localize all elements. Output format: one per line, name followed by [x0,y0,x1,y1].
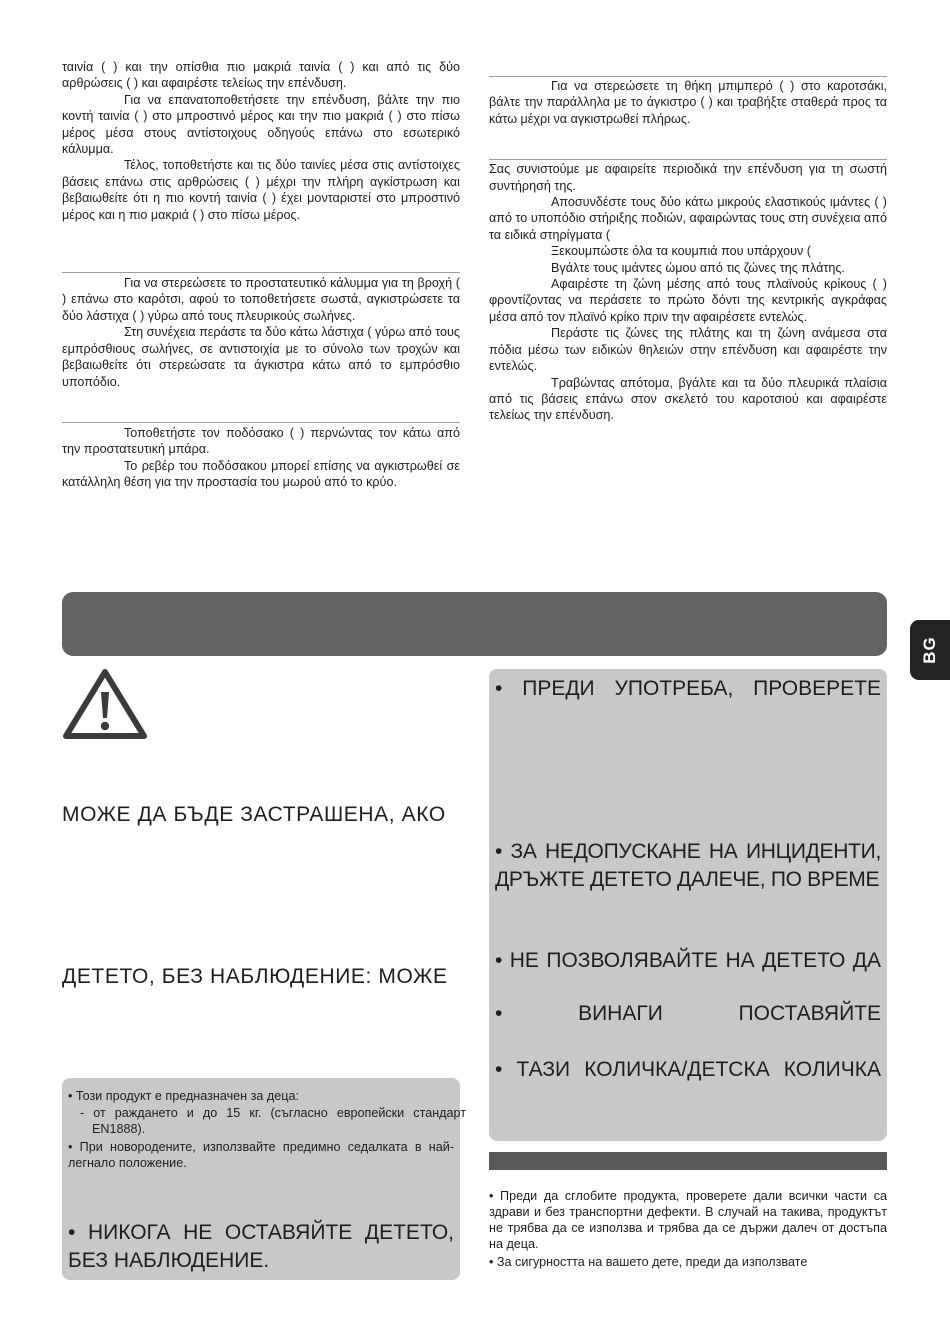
greek-right-p8: Τραβώντας απότομα, βγάλτε και τα δύο πλευρικά πλαίσια από τις βάσεις επάνω στον σκελετό του καροτσιού και αφαιρέστε τελείως την επένδυση. [489,375,887,423]
greek-right-p4: Ξεκουμπώστε όλα τα κουμπιά που υπάρχουν ( [551,244,811,259]
greek-left-p1: ταινία ( ) και την οπίσθια πιο μακριά ταινία ( ) και από τις δύο αρθρώσεις ( ) και αφαιρέστε τελείως την επένδυση. [62,60,460,91]
warning-bullet-3: • НЕ ПОЗВОЛЯВАЙТЕ НА ДЕТЕТО ДА [495,949,881,972]
info-line-1: • Този продукт е предназначен за деца: [68,1089,299,1103]
language-tab [910,620,950,680]
assembly-note: • Преди да сглобите продукта, проверете дали всички части са здрави и без транспортни дефекти. В случай на такива, продуктът не трябва да се използва и трябва да се държи далеч от достъпа на деца. [489,1189,887,1251]
greek-right-column [489,76,887,424]
greek-right-p2: Σας συνιστούμε με αφαιρείτε περιοδικά την επένδυση για τη σωστή συντήρησή της. [489,162,887,193]
never-leave-child-warning: • НИКОГА НЕ ОСТАВЯЙТЕ ДЕТЕТО, БЕЗ НАБЛЮДЕНИЕ. [68,1221,454,1272]
greek-left-p5: Στη συνέχεια περάστε τα δύο κάτω λάστιχα ( γύρω από τους εμπρόσθιους σωλήνες, σε αντιστοιχία με το σύνολο των τροχών και βεβαιωθείτε ότι στερεώσατε τα άγκιστρα κάτω από το εμπρόσθιο υποπόδιο. [62,325,460,389]
warning-line-1: МОЖЕ ДА БЪДЕ ЗАСТРАШЕНА, АКО [62,803,446,826]
warning-bullet-2: • ЗА НЕДОПУСКАНЕ НА ИНЦИДЕНТИ, ДРЪЖТЕ ДЕТЕТО ДАЛЕЧЕ, ПО ВРЕМЕ [495,840,881,891]
greek-right-p3: Αποσυνδέστε τους δύο κάτω μικρούς ελαστικούς ιμάντες ( ) από το υποπόδιο στήριξης ποδιών, αφαιρώντας τους στη συνέχεια από τα ειδικά στηρίγματα ( [489,195,887,242]
warning-triangle-icon [62,668,148,740]
warning-bullet-4: • ВИНАГИ ПОСТАВЯЙТЕ [495,1002,881,1025]
language-tab-label: BG [920,636,939,664]
greek-right-p5: Βγάλτε τους ιμάντες ώμου από τις ζώνες της πλάτης. [551,260,845,275]
warning-bullet-1: • ПРЕДИ УПОТРЕБА, ПРОВЕРЕТЕ [495,677,881,700]
greek-right-p6: Αφαιρέστε τη ζώνη μέσης από τους πλαϊνούς κρίκους ( ) φροντίζοντας να περάσετε το πρώτο δόντι της κεντρικής αγκράφας μέσα από τον πλαϊνό κρίκο πριν την αφαιρέσετε εντελώς. [489,277,887,324]
info-line-3: • При новородените, използвайте предимно седалката в най-легнало положение. [68,1140,454,1170]
greek-left-p2: Για να επανατοποθετήσετε την επένδυση, βάλτε την πιο κοντή ταινία ( ) στο μπροστινό μέρος και την πιο μακριά ( ) στο πίσω μέρος μέσα στους αντίστοιχους οδηγούς επάνω στο εσωτερικό κάλυμμα. [62,92,460,157]
greek-left-p7: Το ρεβέρ του ποδόσακου μπορεί επίσης να αγκιστρωθεί σε κατάλληλη θέση για την προστασία του μωρού από το κρύο. [62,458,460,490]
greek-left-p4: Για να στερεώσετε το προστατευτικό κάλυμμα για τη βροχή ( ) επάνω στο καρότσι, αφού το τοποθετήσετε σωστά, αγκιστρώσετε τα δύο λάστιχα ( ) γύρω από τους πλευρικούς σωλήνες. [62,276,460,323]
safety-note: • За сигурността на вашето дете, преди да използвате [489,1255,808,1269]
section-header-bar [62,592,887,656]
info-line-2: - от раждането и до 15 кг. (съгласно европейски стандарт EN1888). [80,1106,466,1136]
greek-right-p7: Περάστε τις ζώνες της πλάτης και τη ζώνη ανάμεσα στα πόδια μέσω των ειδικών θηλειών στην επένδυση και αφαιρέστε την εντελώς. [489,326,887,374]
greek-right-p1: Για να στερεώσετε τη θήκη μπιμπερό ( ) στο καροτσάκι, βάλτε την παράλληλα με το άγκιστρο ( ) και τραβήξτε σταθερά προς τα κάτω μέχρι να αγκιστρωθεί πλήρως. [489,79,887,126]
greek-left-p6: Τοποθετήστε τον ποδόσακο ( ) περνώντας τον κάτω από την προστατευτική μπάρα. [62,425,460,457]
greek-left-p3: Τέλος, τοποθετήστε και τις δύο ταινίες μέσα στις αντίστοιχες βάσεις επάνω στις αρθρώσεις ( ) μέχρι την πλήρη αγκίστρωση και βεβαιωθείτε ότι η πιο κοντή ταινία ( ) έχει μονταριστεί στο μπροστινό μέρος και η πιο μακριά ( ) στο πίσω μέρος. [62,158,460,222]
warning-line-2: ДЕТЕТО, БЕЗ НАБЛЮДЕНИЕ: МОЖЕ [62,965,448,988]
section-divider-strip [489,1152,887,1170]
greek-left-column [62,59,460,491]
warning-bullet-5: • ТАЗИ КОЛИЧКА/ДЕТСКА КОЛИЧКА [495,1058,881,1081]
